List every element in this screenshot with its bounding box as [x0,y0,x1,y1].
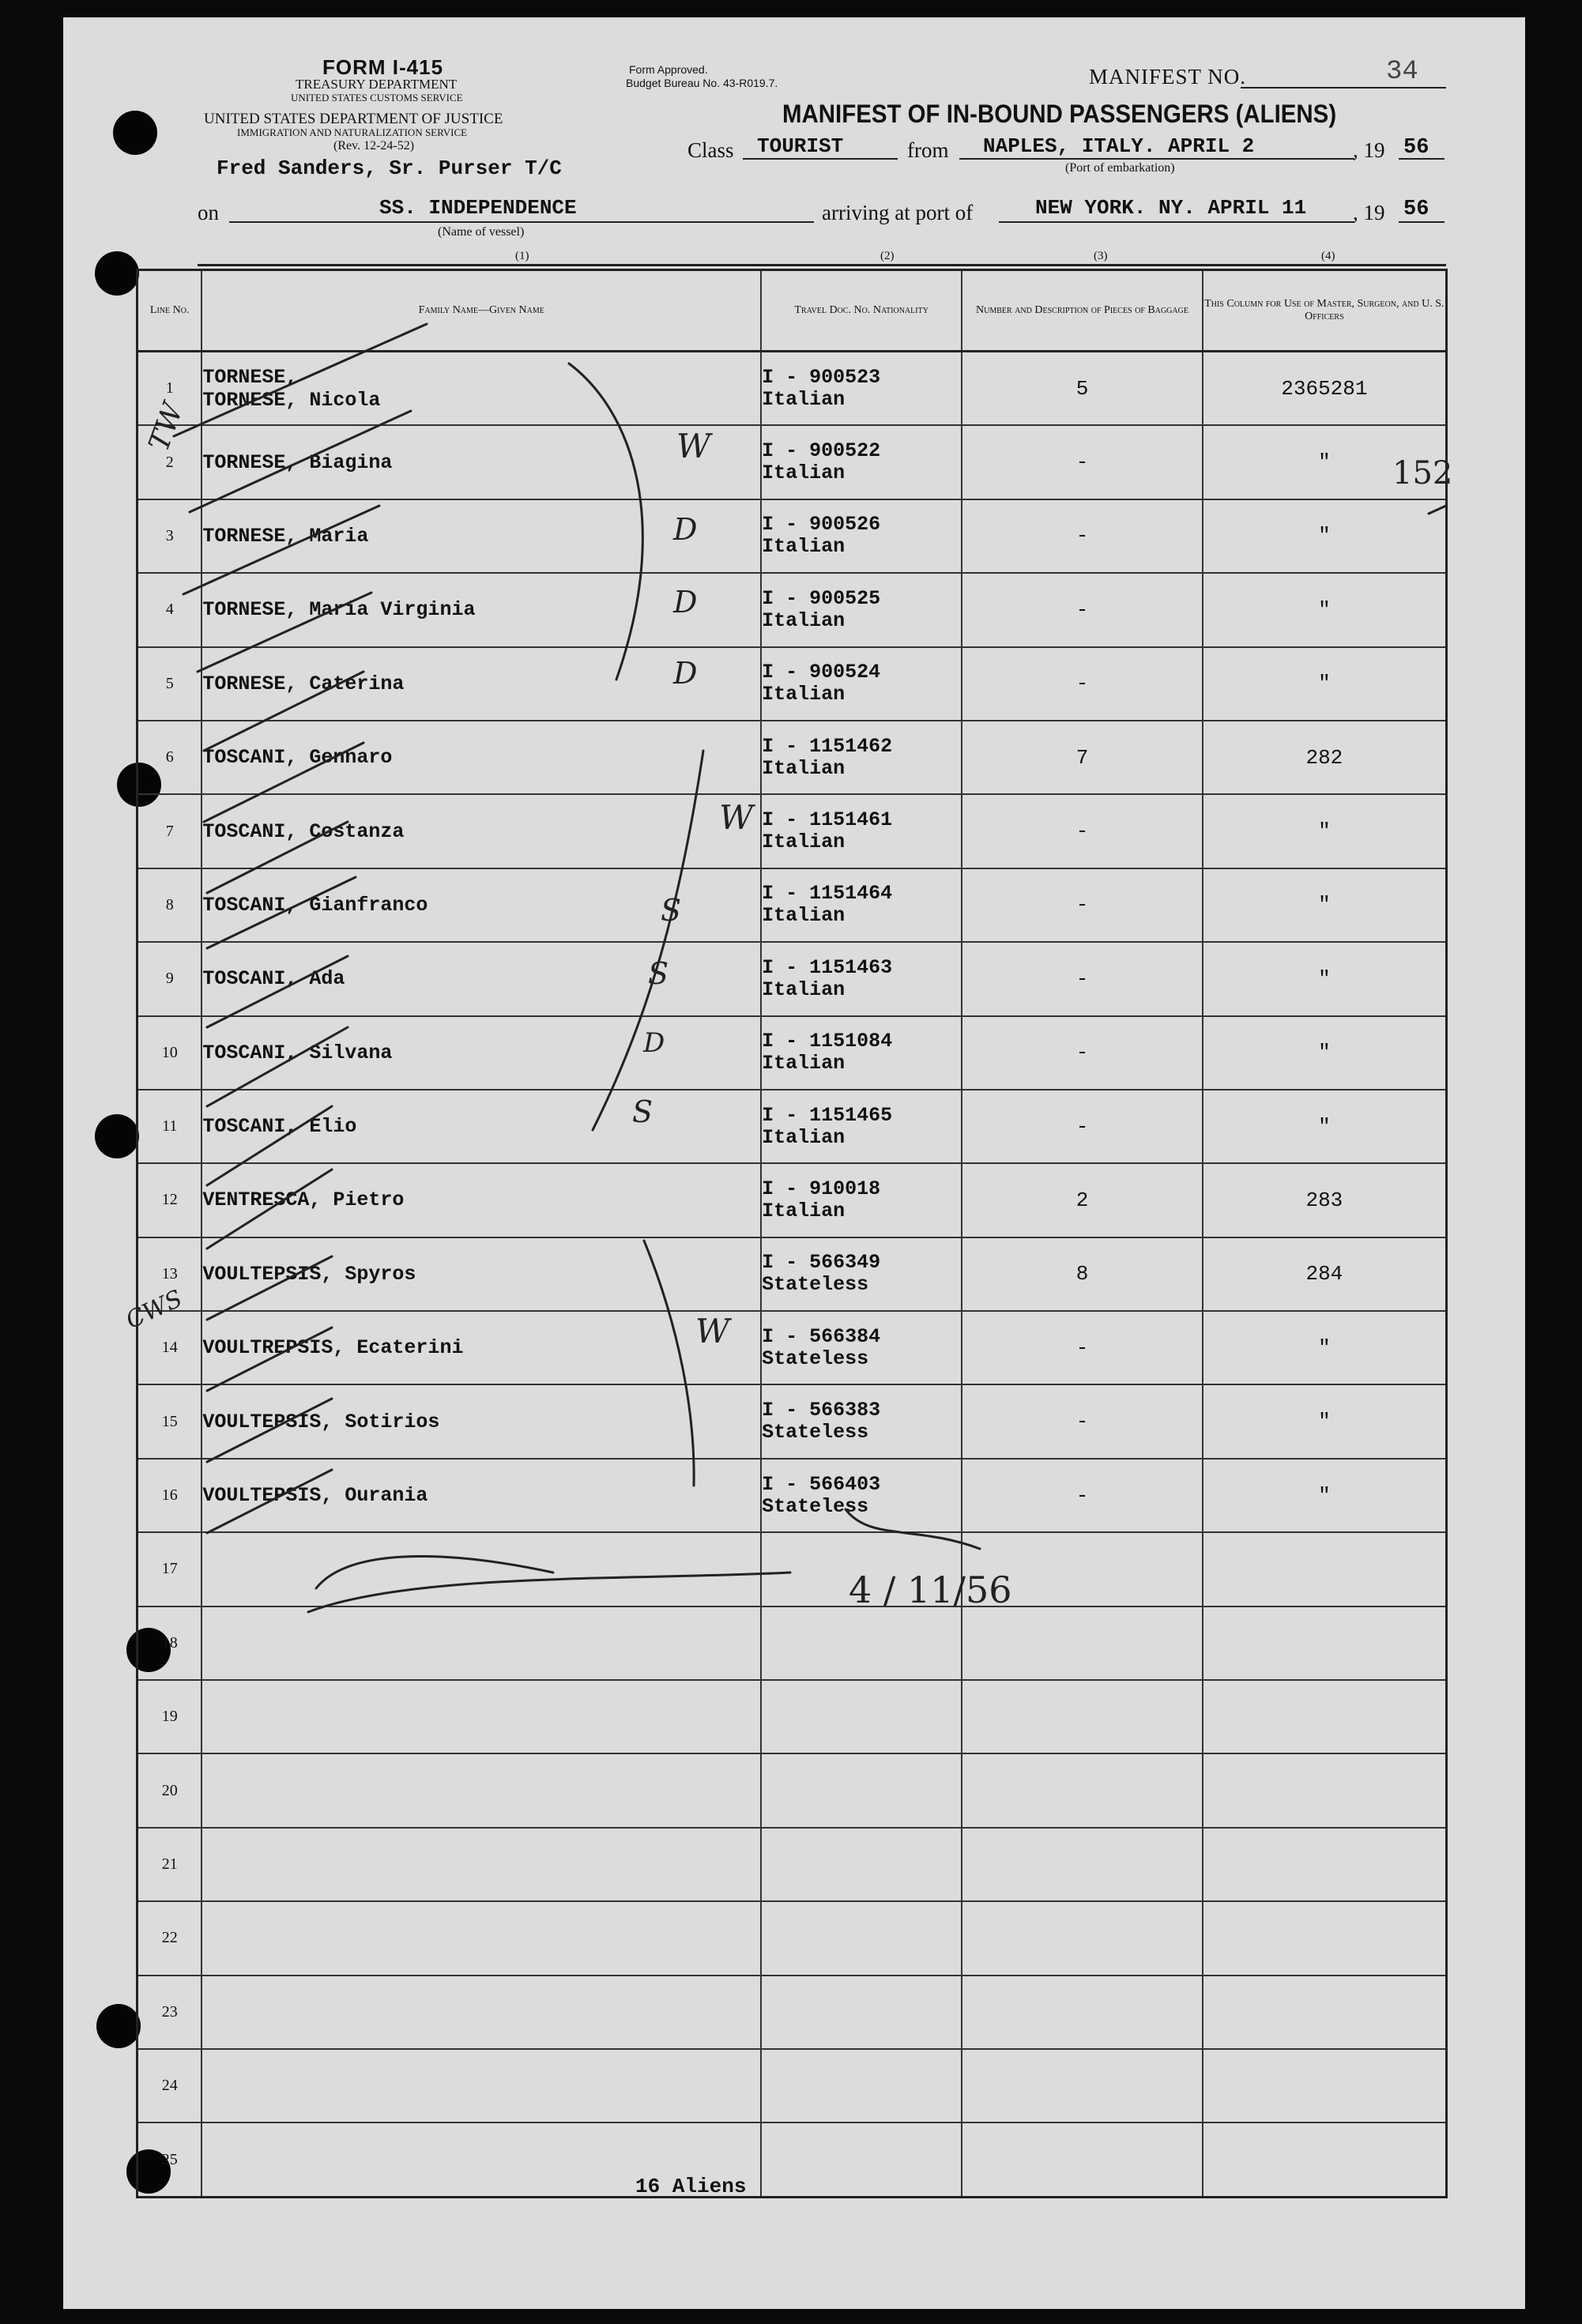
column-number-1: (1) [515,250,529,262]
line-number: 16 [137,1459,202,1532]
form-approved: Form Approved. [629,63,708,76]
nationality: Italian [762,608,846,632]
tick-mark [183,506,379,594]
travel-doc-number: I - 910018 [762,1177,881,1200]
column-number-4: (4) [1321,250,1335,262]
nationality: Italian [762,461,846,485]
margin-note-cws: CWS [122,1284,187,1335]
baggage-count: - [962,794,1203,868]
margin-mark [1429,506,1446,514]
passenger-name-line: TORNESE, [202,365,298,389]
passenger-name: TOSCANI, Costanza [202,794,761,868]
officer-code: " [1203,1459,1447,1532]
travel-doc-number: I - 1151465 [762,1103,893,1127]
header-travel-doc: Travel Doc. No. Nationality [761,270,962,352]
line-number: 23 [137,1976,202,2049]
line-number: 22 [137,1901,202,1975]
alien-count: 16 Aliens [635,2175,747,2198]
line-number: 20 [137,1753,202,1827]
family-mark: D [673,585,698,620]
year-prefix-1: , 19 [1353,138,1385,162]
line-number: 25 [137,2122,202,2197]
dept-customs: UNITED STATES CUSTOMS SERVICE [291,92,463,104]
class-value: TOURIST [757,134,844,158]
tick-mark [204,743,363,822]
travel-doc-number: I - 900524 [762,661,881,684]
year-1: 56 [1403,136,1429,160]
embarkation-caption: (Port of embarkation) [1065,161,1175,175]
baggage-count: - [962,647,1203,721]
line-number: 4 [137,573,202,646]
line-number: 17 [137,1532,202,1606]
line-number: 9 [137,942,202,1015]
family-mark: D [673,512,698,547]
from-label: from [907,138,949,162]
family-bracket [569,363,642,680]
baggage-count: 8 [962,1237,1203,1311]
officer-code: 283 [1203,1163,1447,1237]
line-number: 11 [137,1090,202,1163]
baggage-count: 5 [962,352,1203,426]
family-mark: W [695,1312,730,1350]
form-number: FORM I-415 [322,55,444,79]
passenger-name: VOULTREPSIS, Ecaterini [202,1311,761,1384]
nationality: Italian [762,387,846,411]
column-number-2: (2) [880,250,895,262]
line-number: 24 [137,2049,202,2122]
tick-mark [198,593,371,672]
travel-doc-number: I - 566384 [762,1324,881,1348]
arriving-label: arriving at port of [822,201,974,224]
tick-mark [207,822,348,893]
header-family-name: Family Name—Given Name [202,270,761,352]
signature-stroke [846,1509,980,1549]
baggage-count: 7 [962,721,1203,794]
line-number: 15 [137,1384,202,1458]
nationality: Italian [762,683,846,706]
tick-mark [207,1470,332,1533]
officer-code: " [1203,942,1447,1015]
nationality: Italian [762,1199,846,1222]
year-2: 56 [1403,198,1429,221]
tick-mark [207,956,348,1027]
margin-note-tw: TW [142,398,190,456]
header-baggage: Number and Description of Pieces of Baggage [962,270,1203,352]
class-label: Class [687,138,734,162]
baggage-count: - [962,499,1203,573]
passenger-name: VOULTEPSIS, Sotirios [202,1384,761,1458]
family-mark: S [661,893,682,928]
dept-treasury: TREASURY DEPARTMENT [296,77,458,92]
passenger-name: TOSCANI, Silvana [202,1016,761,1090]
tick-mark [204,672,363,751]
tick-mark [207,1027,348,1106]
family-bracket [593,751,703,1130]
passenger-name: TORNESE, Caterina [202,647,761,721]
manifest-heading: MANIFEST OF IN-BOUND PASSENGERS (ALIENS) [782,100,1337,128]
passenger-name: TOSCANI, Ada [202,942,761,1015]
tick-mark [174,324,427,436]
arrival-port: NEW YORK. NY. APRIL 11 [1035,196,1307,220]
passenger-name: TOSCANI, Gennaro [202,721,761,794]
officer-code: " [1203,499,1447,573]
passenger-name: VOULTEPSIS, Ourania [202,1459,761,1532]
purser-name: Fred Sanders, Sr. Purser T/C [217,156,562,180]
travel-doc-number: I - 566383 [762,1399,881,1422]
tick-mark [207,1106,332,1185]
line-number: 2 [137,425,202,499]
tick-mark [207,1256,332,1320]
travel-doc-number: I - 566403 [762,1472,881,1496]
on-label: on [198,201,219,224]
travel-doc-number: I - 1151084 [762,1030,893,1053]
passenger-name: TORNESE, Maria Virginia [202,573,761,646]
baggage-count: - [962,573,1203,646]
officer-code: " [1203,794,1447,868]
nationality: Italian [762,977,846,1001]
baggage-count: - [962,1384,1203,1458]
passenger-name-line: TORNESE, Nicola [202,388,381,412]
vessel-caption: (Name of vessel) [438,225,525,239]
travel-doc-number: I - 1151461 [762,808,893,832]
line-number: 19 [137,1680,202,1753]
nationality: Italian [762,535,846,559]
passenger-name: VENTRESCA, Pietro [202,1163,761,1237]
nationality: Stateless [762,1421,869,1444]
manifest-number-label: MANIFEST NO. [1089,65,1247,89]
baggage-count: - [962,942,1203,1015]
travel-doc-number: I - 1151463 [762,955,893,979]
officer-code: " [1203,1090,1447,1163]
dept-ins: IMMIGRATION AND NATURALIZATION SERVICE [237,126,468,138]
baggage-count: - [962,868,1203,942]
baggage-count: - [962,1459,1203,1532]
travel-doc-number: I - 900522 [762,439,881,463]
travel-doc-number: I - 566349 [762,1251,881,1275]
travel-doc-number: I - 1151464 [762,882,893,906]
manifest-number: 34 [1386,57,1418,87]
officer-code: 2365281 [1203,352,1447,426]
line-number: 10 [137,1016,202,1090]
officer-code: " [1203,868,1447,942]
baggage-count: - [962,425,1203,499]
family-mark: W [719,798,754,837]
year-prefix-2: , 19 [1353,201,1385,224]
embarkation-value: NAPLES, ITALY. APRIL 2 [983,134,1255,158]
baggage-count: - [962,1311,1203,1384]
family-mark: D [673,656,698,691]
nationality: Italian [762,1052,846,1075]
line-number: 8 [137,868,202,942]
line-number: 1 [137,352,202,426]
signature-stroke [308,1573,790,1612]
line-number: 21 [137,1828,202,1901]
line-number: 6 [137,721,202,794]
line-number: 7 [137,794,202,868]
nationality: Italian [762,831,846,854]
passenger-name: VOULTEPSIS, Spyros [202,1237,761,1311]
officer-code: " [1203,573,1447,646]
nationality: Italian [762,756,846,780]
line-number: 18 [137,1606,202,1680]
officer-code: " [1203,647,1447,721]
travel-doc-number: I - 900523 [762,365,881,389]
officer-code: " [1203,1016,1447,1090]
tick-mark [207,1170,332,1249]
header-line-no: Line No. [137,270,202,352]
family-mark: S [648,956,669,991]
line-number: 13 [137,1237,202,1311]
vessel-name: SS. INDEPENDENCE [379,196,577,220]
tick-mark [207,877,356,948]
family-mark: S [632,1094,654,1129]
passenger-name: TORNESE, Biagina [202,425,761,499]
nationality: Stateless [762,1273,869,1297]
passenger-name: TORNESE, Maria [202,499,761,573]
travel-doc-number: I - 900525 [762,586,881,610]
nationality: Italian [762,1125,846,1149]
nationality: Stateless [762,1347,869,1370]
travel-doc-number: I - 900526 [762,513,881,537]
signature-stroke [316,1557,553,1588]
passenger-name: TOSCANI, Gianfranco [202,868,761,942]
family-bracket [644,1241,694,1486]
tick-mark [207,1328,332,1391]
line-number: 12 [137,1163,202,1237]
header-officers: This Column for Use of Master, Surgeon, and U. S. Officers [1203,270,1447,352]
tick-mark [207,1399,332,1462]
officer-code: " [1203,425,1447,499]
baggage-count: 2 [962,1163,1203,1237]
budget-bureau: Budget Bureau No. 43-R019.7. [626,77,778,89]
line-number: 3 [137,499,202,573]
officer-code: " [1203,1384,1447,1458]
baggage-count: - [962,1016,1203,1090]
family-mark: W [676,427,711,465]
travel-doc-number: I - 1151462 [762,734,893,758]
officer-code: 282 [1203,721,1447,794]
line-number: 5 [137,647,202,721]
passenger-name: TOSCANI, Elio [202,1090,761,1163]
column-number-3: (3) [1094,250,1108,262]
margin-note-152: 152 [1392,455,1453,492]
form-revision: (Rev. 12-24-52) [333,139,415,153]
officer-code: 284 [1203,1237,1447,1311]
family-mark: D [643,1027,665,1059]
officer-code: " [1203,1311,1447,1384]
dept-justice: UNITED STATES DEPARTMENT OF JUSTICE [204,111,503,127]
nationality: Stateless [762,1494,869,1518]
tick-mark [190,411,411,512]
baggage-count: - [962,1090,1203,1163]
signature-date: 4 / 11/56 [849,1569,1012,1611]
line-number: 14 [137,1311,202,1384]
nationality: Italian [762,904,846,928]
